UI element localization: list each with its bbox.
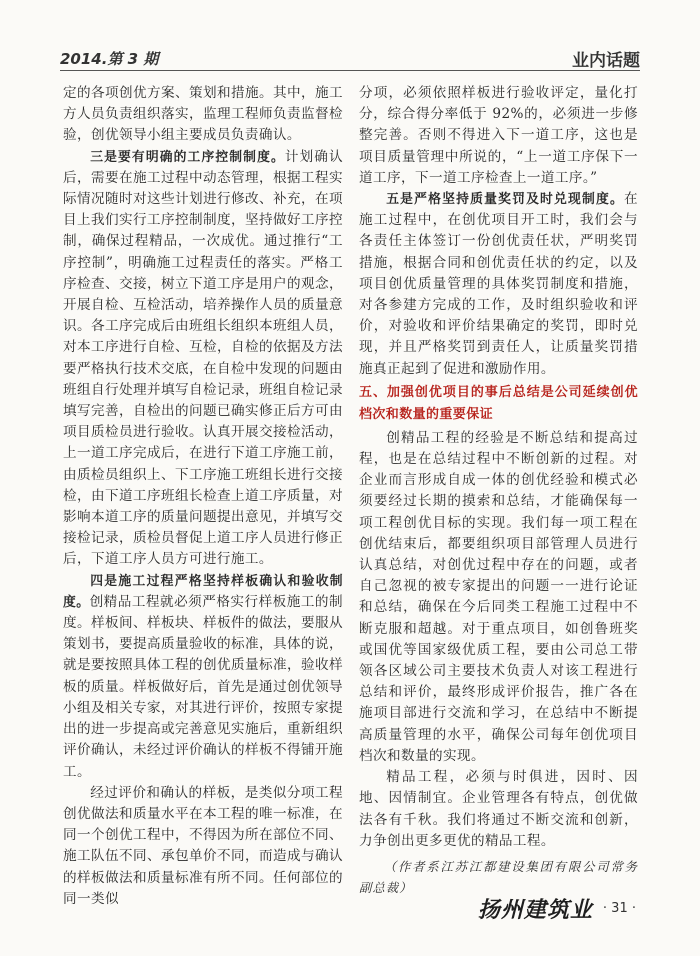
paragraph: 创精品工程的经验是不断总结和提高过程，也是在总结过程中不断创新的过程。对企业而言形成自成一体的创优经验和模式必须要经过长期的摸索和总结，才能确保每一项工程创优目标的实现。我们每一项工程在创优结束后，都要组织项目部管理人员进行认真总结，对创优过程中存在的问题，或者自己忽视的被专家提出的问题一一进行论证和总结，确保在今后同类工程施工过程中不断克服和超越。对于重点项目，如创鲁班奖或国优等国家级优质工程，要由公司总工带领各区域公司主要技术负责人对该工程进行总结和评价，最终形成评价报告，推广各在施项目部进行交流和学习，在总结中不断提高质量管理的水平，确保公司每年创优项目档次和数量的实现。 [359, 429, 638, 764]
section-title: 业内话题 [572, 51, 640, 71]
paragraph: 五是严格坚持质量奖罚及时兑现制度。在施工过程中，在创优项目开工时，我们会与各责任主体签订一份创优责任状，严明奖罚措施，根据合同和创优责任状的约定，以及项目创优质量管理的具体奖罚制度和措施，对各参建方完成的工作，及时组织验收和评价，对验收和评价结果确定的奖罚，即时兑现，并且严格奖罚到责任人，让质量奖罚措施真正起到了促进和激励作用。 [359, 191, 638, 377]
paragraph: 三是要有明确的工序控制制度。计划确认后，需要在施工过程中动态管理，根据工程实际情况随时对这些计划进行修改、补充，在项目上我们实行工序控制制度，坚持做好工序控制，确保过程精品，一次成优。通过推行“工序控制”，明确施工过程责任的落实。严格工序检查、交接，树立下道工序是用户的观念，开展自检、互检活动，培养操作人员的质量意识。各工序完成后由班组长组织本班组人员，对本工序进行自检、互检，自检的依据及方法要严格执行技术交底，在自检中发现的问题由班组自行处理并填写自检记录，班组自检记录填写完善，自检出的问题已确实修正后方可由项目质检员进行验收。认真开展交接检活动，上一道工序完成后，在进行下道工序施工前，由质检员组织上、下工序施工班组长进行交接检，由下道工序班组长检查上道工序质量，对影响本道工序的质量问题提出意见，并填写交接检记录，质检员督促上道工序人员进行修正后，下道工序人员方可进行施工。 [63, 148, 343, 568]
paragraph-lead: 三是要有明确的工序控制制度。 [90, 149, 285, 165]
header-rule [60, 70, 640, 71]
paragraph-lead: 五是严格坚持质量奖罚及时兑现制度。 [386, 192, 624, 208]
paragraph: 四是施工过程严格坚持样板确认和验收制度。创精品工程就必须严格实行样板施工的制度。样板间、样板块、样板件的做法，要服从策划书，要提高质量验收的标准，具体的说，就是要按照具体工程的创优质量标准，验收样板的质量。样板做好后，首先是通过创优领导小组及相关专家，对其进行评价，按照专家提出的进一步提高或完善意见实施后，重新组织评价确认，未经过评价确认的样板不得铺开施工。 [63, 573, 343, 780]
paragraph: 定的各项创优方案、策划和措施。其中，施工方人员负责组织落实，监理工程师负责监督检验，创优领导小组主要成员负责确认。 [63, 85, 343, 144]
left-column [63, 83, 343, 910]
paragraph: 精品工程，必须与时俱进，因时、因地、因情制宜。企业管理各有特点，创优做法各有千秋。我们将通过不断交流和创新，力争创出更多更优的精品工程。 [359, 769, 638, 849]
paragraph-lead: 四是施工过程严格坚持样板确认和验收制度。 [63, 573, 343, 610]
paragraph: 分项，必须依照样板进行验收评定，量化打分，综合得分率低于 92%的，必须进一步修整完善。否则不得进入下一道工序，这也是项目质量管理中所说的，“上一道工序保下一道工序，下一道工序检查上一道工序。” [359, 85, 638, 186]
right-column [359, 83, 638, 898]
issue-label: 2014.第 3 期 [60, 50, 159, 68]
page-footer [478, 893, 636, 923]
section-heading: 五、加强创优项目的事后总结是公司延续创优档次和数量的重要保证 [359, 384, 638, 422]
author-note: （作者系江苏江都建设集团有限公司常务副总裁） [359, 858, 638, 895]
paragraph: 经过评价和确认的样板，是类似分项工程创优做法和质量水平在本工程的唯一标准，在同一个创优工程中，不得因为所在部位不同、施工队伍不同、承包单价不同，而造成与确认的样板做法和质量标准有所不同。任何部位的同一类似 [63, 784, 343, 907]
page-number: · 31 · [602, 900, 636, 916]
magazine-logo: 扬州建筑业 [477, 896, 593, 923]
